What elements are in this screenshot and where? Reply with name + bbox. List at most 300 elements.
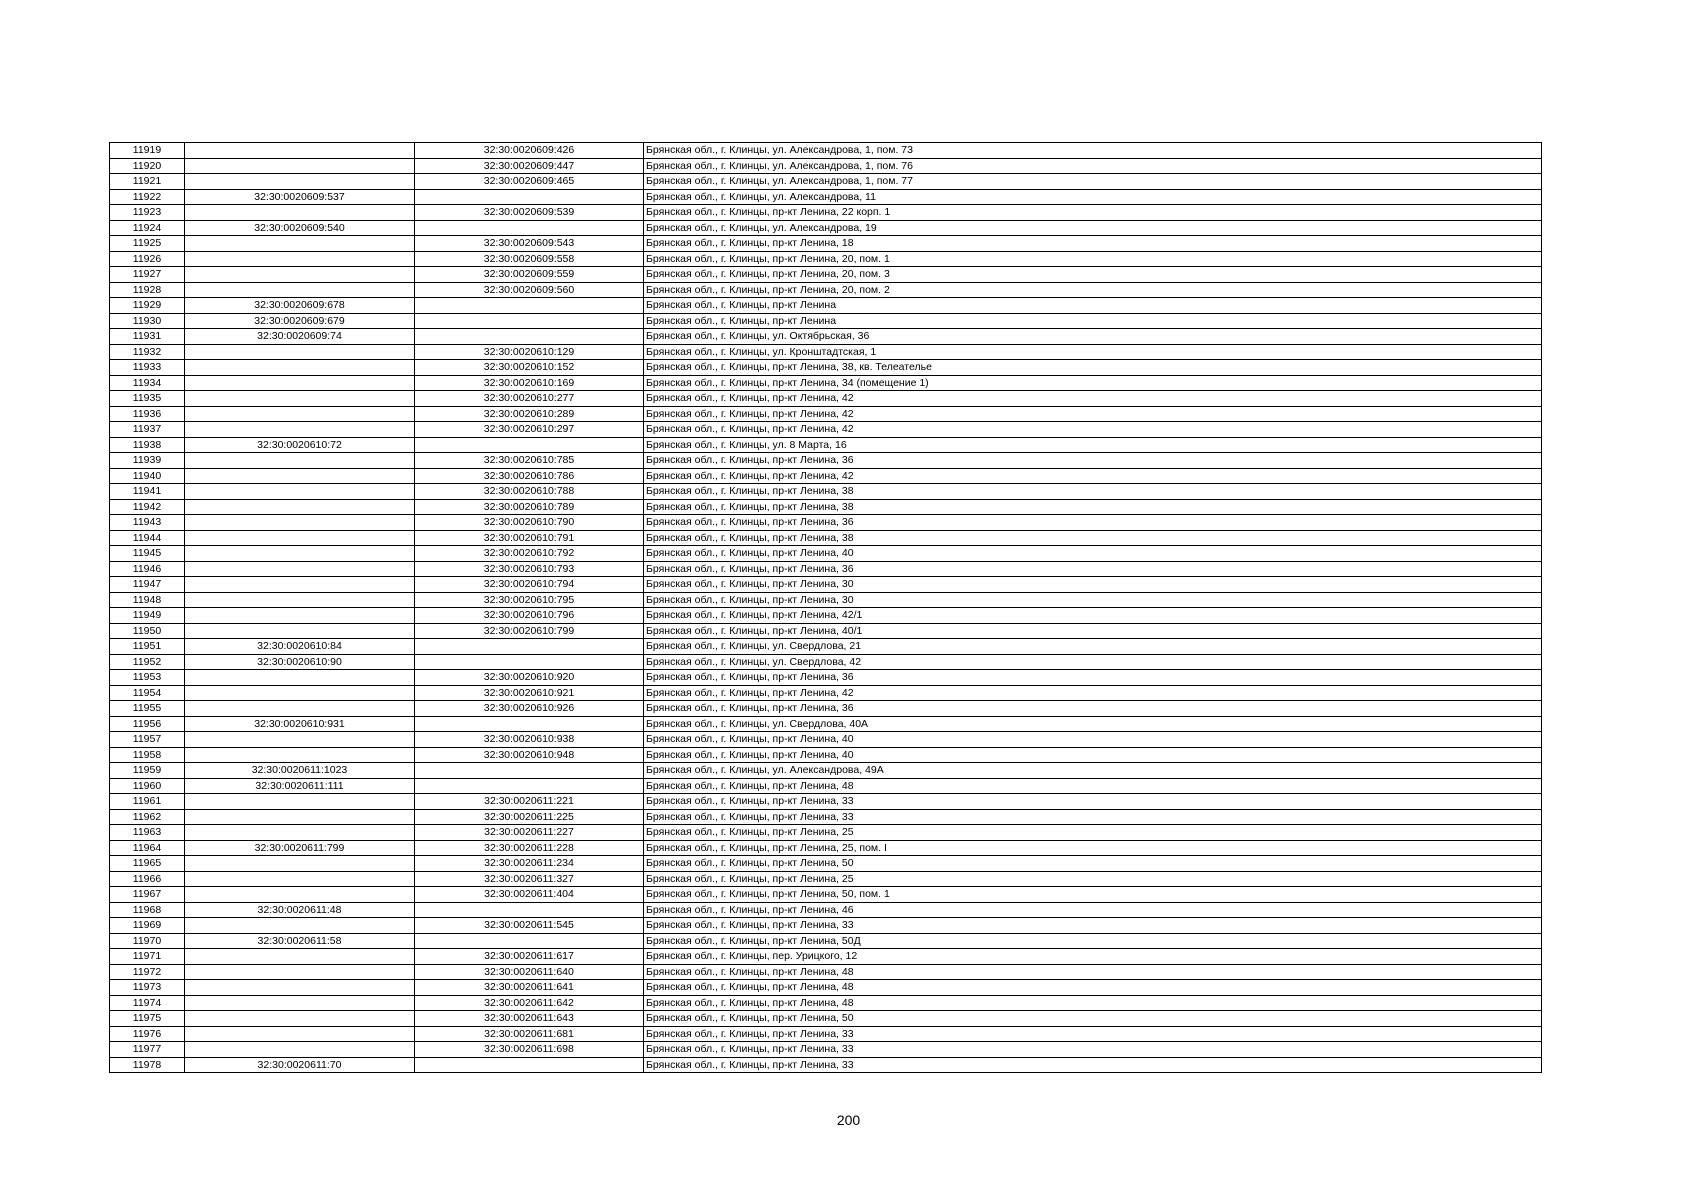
table-row <box>110 406 1542 422</box>
cadastral-number-cell <box>185 964 415 980</box>
table-row <box>110 995 1542 1011</box>
related-cadastral-number-cell: 32:30:0020610:948 <box>415 747 644 763</box>
cadastral-number-cell <box>185 344 415 360</box>
row-number-cell: 11960 <box>110 778 185 794</box>
related-cadastral-number-cell: 32:30:0020611:641 <box>415 980 644 996</box>
address-cell: Брянская обл., г. Клинцы, пр-кт Ленина, 33 <box>644 1042 1542 1058</box>
address-cell: Брянская обл., г. Клинцы, пр-кт Ленина, 20, пом. 2 <box>644 282 1542 298</box>
address-cell: Брянская обл., г. Клинцы, пр-кт Ленина, 42 <box>644 468 1542 484</box>
related-cadastral-number-cell: 32:30:0020611:227 <box>415 825 644 841</box>
address-cell: Брянская обл., г. Клинцы, ул. Свердлова, 40А <box>644 716 1542 732</box>
table-row <box>110 763 1542 779</box>
cadastral-number-cell: 32:30:0020610:72 <box>185 437 415 453</box>
address-cell: Брянская обл., г. Клинцы, пр-кт Ленина, 30 <box>644 592 1542 608</box>
table-row <box>110 251 1542 267</box>
related-cadastral-number-cell: 32:30:0020609:559 <box>415 267 644 283</box>
address-cell: Брянская обл., г. Клинцы, ул. Александрова, 19 <box>644 220 1542 236</box>
related-cadastral-number-cell <box>415 933 644 949</box>
address-cell: Брянская обл., г. Клинцы, пр-кт Ленина, 22 корп. 1 <box>644 205 1542 221</box>
related-cadastral-number-cell: 32:30:0020610:796 <box>415 608 644 624</box>
address-cell: Брянская обл., г. Клинцы, пр-кт Ленина, 20, пом. 3 <box>644 267 1542 283</box>
related-cadastral-number-cell: 32:30:0020610:792 <box>415 546 644 562</box>
cadastral-number-cell <box>185 530 415 546</box>
table-row <box>110 189 1542 205</box>
row-number-cell: 11948 <box>110 592 185 608</box>
cadastral-number-cell <box>185 980 415 996</box>
related-cadastral-number-cell <box>415 778 644 794</box>
cadastral-number-cell <box>185 236 415 252</box>
table-row <box>110 747 1542 763</box>
row-number-cell: 11923 <box>110 205 185 221</box>
cadastral-number-cell <box>185 360 415 376</box>
table-row <box>110 1026 1542 1042</box>
cadastral-number-cell: 32:30:0020611:111 <box>185 778 415 794</box>
cadastral-number-cell <box>185 143 415 159</box>
table-row <box>110 701 1542 717</box>
table-row <box>110 298 1542 314</box>
row-number-cell: 11942 <box>110 499 185 515</box>
related-cadastral-number-cell: 32:30:0020610:785 <box>415 453 644 469</box>
table-row <box>110 453 1542 469</box>
table-row <box>110 360 1542 376</box>
table-row <box>110 856 1542 872</box>
related-cadastral-number-cell: 32:30:0020611:617 <box>415 949 644 965</box>
address-cell: Брянская обл., г. Клинцы, пр-кт Ленина, 38, кв. Телеателье <box>644 360 1542 376</box>
row-number-cell: 11977 <box>110 1042 185 1058</box>
cadastral-number-cell <box>185 515 415 531</box>
cadastral-number-cell: 32:30:0020611:48 <box>185 902 415 918</box>
cadastral-number-cell <box>185 499 415 515</box>
related-cadastral-number-cell: 32:30:0020610:129 <box>415 344 644 360</box>
address-cell: Брянская обл., г. Клинцы, пр-кт Ленина, 36 <box>644 701 1542 717</box>
row-number-cell: 11959 <box>110 763 185 779</box>
cadastral-number-cell <box>185 375 415 391</box>
address-cell: Брянская обл., г. Клинцы, пр-кт Ленина, 30 <box>644 577 1542 593</box>
register-table <box>109 142 1542 1073</box>
related-cadastral-number-cell: 32:30:0020610:152 <box>415 360 644 376</box>
cadastral-number-cell <box>185 685 415 701</box>
cadastral-number-cell <box>185 1042 415 1058</box>
related-cadastral-number-cell <box>415 654 644 670</box>
row-number-cell: 11968 <box>110 902 185 918</box>
row-number-cell: 11927 <box>110 267 185 283</box>
row-number-cell: 11926 <box>110 251 185 267</box>
cadastral-number-cell <box>185 546 415 562</box>
cadastral-number-cell <box>185 732 415 748</box>
related-cadastral-number-cell: 32:30:0020610:794 <box>415 577 644 593</box>
related-cadastral-number-cell: 32:30:0020609:465 <box>415 174 644 190</box>
table-row <box>110 530 1542 546</box>
related-cadastral-number-cell: 32:30:0020610:920 <box>415 670 644 686</box>
related-cadastral-number-cell: 32:30:0020609:447 <box>415 158 644 174</box>
cadastral-number-cell: 32:30:0020609:74 <box>185 329 415 345</box>
row-number-cell: 11936 <box>110 406 185 422</box>
cadastral-number-cell: 32:30:0020609:679 <box>185 313 415 329</box>
row-number-cell: 11958 <box>110 747 185 763</box>
cadastral-number-cell <box>185 158 415 174</box>
related-cadastral-number-cell: 32:30:0020610:788 <box>415 484 644 500</box>
address-cell: Брянская обл., г. Клинцы, пр-кт Ленина <box>644 298 1542 314</box>
cadastral-number-cell <box>185 1026 415 1042</box>
cadastral-number-cell: 32:30:0020611:70 <box>185 1057 415 1073</box>
table-row <box>110 220 1542 236</box>
cadastral-number-cell: 32:30:0020611:799 <box>185 840 415 856</box>
table-row <box>110 267 1542 283</box>
cadastral-number-cell <box>185 747 415 763</box>
address-cell: Брянская обл., г. Клинцы, пр-кт Ленина, 40/1 <box>644 623 1542 639</box>
address-cell: Брянская обл., г. Клинцы, пр-кт Ленина, 18 <box>644 236 1542 252</box>
cadastral-number-cell: 32:30:0020610:84 <box>185 639 415 655</box>
cadastral-number-cell <box>185 561 415 577</box>
address-cell: Брянская обл., г. Клинцы, пр-кт Ленина, 42 <box>644 422 1542 438</box>
row-number-cell: 11928 <box>110 282 185 298</box>
related-cadastral-number-cell <box>415 313 644 329</box>
related-cadastral-number-cell <box>415 189 644 205</box>
row-number-cell: 11946 <box>110 561 185 577</box>
table-row <box>110 174 1542 190</box>
address-cell: Брянская обл., г. Клинцы, пр-кт Ленина, 40 <box>644 732 1542 748</box>
related-cadastral-number-cell: 32:30:0020610:790 <box>415 515 644 531</box>
table-row <box>110 158 1542 174</box>
related-cadastral-number-cell: 32:30:0020611:404 <box>415 887 644 903</box>
row-number-cell: 11924 <box>110 220 185 236</box>
table-row <box>110 592 1542 608</box>
table-row <box>110 546 1542 562</box>
table-row <box>110 375 1542 391</box>
row-number-cell: 11975 <box>110 1011 185 1027</box>
related-cadastral-number-cell <box>415 763 644 779</box>
address-cell: Брянская обл., г. Клинцы, пр-кт Ленина, 48 <box>644 778 1542 794</box>
cadastral-number-cell <box>185 918 415 934</box>
cadastral-number-cell <box>185 809 415 825</box>
table-row <box>110 391 1542 407</box>
table-row <box>110 809 1542 825</box>
address-cell: Брянская обл., г. Клинцы, пр-кт Ленина, 25, пом. I <box>644 840 1542 856</box>
address-cell: Брянская обл., г. Клинцы, пр-кт Ленина, 34 (помещение 1) <box>644 375 1542 391</box>
row-number-cell: 11932 <box>110 344 185 360</box>
cadastral-number-cell <box>185 391 415 407</box>
address-cell: Брянская обл., г. Клинцы, ул. Кронштадтская, 1 <box>644 344 1542 360</box>
table-row <box>110 205 1542 221</box>
row-number-cell: 11976 <box>110 1026 185 1042</box>
related-cadastral-number-cell <box>415 437 644 453</box>
related-cadastral-number-cell <box>415 329 644 345</box>
row-number-cell: 11920 <box>110 158 185 174</box>
related-cadastral-number-cell <box>415 298 644 314</box>
related-cadastral-number-cell: 32:30:0020611:698 <box>415 1042 644 1058</box>
address-cell: Брянская обл., г. Клинцы, пр-кт Ленина, 48 <box>644 964 1542 980</box>
table-row <box>110 515 1542 531</box>
cadastral-number-cell: 32:30:0020610:931 <box>185 716 415 732</box>
row-number-cell: 11944 <box>110 530 185 546</box>
cadastral-number-cell <box>185 825 415 841</box>
row-number-cell: 11956 <box>110 716 185 732</box>
address-cell: Брянская обл., г. Клинцы, пр-кт Ленина, 33 <box>644 809 1542 825</box>
address-cell: Брянская обл., г. Клинцы, пер. Урицкого, 12 <box>644 949 1542 965</box>
address-cell: Брянская обл., г. Клинцы, пр-кт Ленина, 42 <box>644 406 1542 422</box>
address-cell: Брянская обл., г. Клинцы, ул. Октябрьская, 36 <box>644 329 1542 345</box>
related-cadastral-number-cell: 32:30:0020610:277 <box>415 391 644 407</box>
related-cadastral-number-cell: 32:30:0020609:539 <box>415 205 644 221</box>
table-row <box>110 577 1542 593</box>
related-cadastral-number-cell <box>415 639 644 655</box>
address-cell: Брянская обл., г. Клинцы, пр-кт Ленина, 33 <box>644 1026 1542 1042</box>
table-row <box>110 437 1542 453</box>
cadastral-number-cell: 32:30:0020609:540 <box>185 220 415 236</box>
cadastral-number-cell <box>185 608 415 624</box>
cadastral-number-cell <box>185 670 415 686</box>
table-row <box>110 918 1542 934</box>
row-number-cell: 11941 <box>110 484 185 500</box>
address-cell: Брянская обл., г. Клинцы, пр-кт Ленина, 36 <box>644 453 1542 469</box>
address-cell: Брянская обл., г. Клинцы, пр-кт Ленина, 48 <box>644 980 1542 996</box>
row-number-cell: 11952 <box>110 654 185 670</box>
address-cell: Брянская обл., г. Клинцы, ул. Свердлова, 42 <box>644 654 1542 670</box>
address-cell: Брянская обл., г. Клинцы, пр-кт Ленина, 36 <box>644 670 1542 686</box>
row-number-cell: 11961 <box>110 794 185 810</box>
address-cell: Брянская обл., г. Клинцы, пр-кт Ленина, 50, пом. 1 <box>644 887 1542 903</box>
table-row <box>110 964 1542 980</box>
related-cadastral-number-cell: 32:30:0020610:786 <box>415 468 644 484</box>
related-cadastral-number-cell: 32:30:0020610:789 <box>415 499 644 515</box>
table-row <box>110 623 1542 639</box>
table-row <box>110 422 1542 438</box>
row-number-cell: 11978 <box>110 1057 185 1073</box>
address-cell: Брянская обл., г. Клинцы, пр-кт Ленина, 46 <box>644 902 1542 918</box>
table-row <box>110 670 1542 686</box>
table-row <box>110 685 1542 701</box>
related-cadastral-number-cell: 32:30:0020611:228 <box>415 840 644 856</box>
address-cell: Брянская обл., г. Клинцы, пр-кт Ленина, 50Д <box>644 933 1542 949</box>
table-row <box>110 825 1542 841</box>
table-row <box>110 1042 1542 1058</box>
cadastral-number-cell <box>185 592 415 608</box>
row-number-cell: 11931 <box>110 329 185 345</box>
row-number-cell: 11963 <box>110 825 185 841</box>
address-cell: Брянская обл., г. Клинцы, пр-кт Ленина, 50 <box>644 1011 1542 1027</box>
related-cadastral-number-cell: 32:30:0020610:169 <box>415 375 644 391</box>
related-cadastral-number-cell: 32:30:0020611:327 <box>415 871 644 887</box>
row-number-cell: 11919 <box>110 143 185 159</box>
related-cadastral-number-cell: 32:30:0020611:221 <box>415 794 644 810</box>
cadastral-number-cell <box>185 174 415 190</box>
row-number-cell: 11921 <box>110 174 185 190</box>
row-number-cell: 11969 <box>110 918 185 934</box>
cadastral-number-cell <box>185 251 415 267</box>
cadastral-number-cell <box>185 794 415 810</box>
related-cadastral-number-cell: 32:30:0020610:297 <box>415 422 644 438</box>
cadastral-number-cell <box>185 406 415 422</box>
address-cell: Брянская обл., г. Клинцы, пр-кт Ленина, 42 <box>644 391 1542 407</box>
cadastral-number-cell <box>185 468 415 484</box>
related-cadastral-number-cell: 32:30:0020610:793 <box>415 561 644 577</box>
row-number-cell: 11964 <box>110 840 185 856</box>
cadastral-number-cell: 32:30:0020609:537 <box>185 189 415 205</box>
table-row <box>110 329 1542 345</box>
table-row <box>110 468 1542 484</box>
row-number-cell: 11933 <box>110 360 185 376</box>
row-number-cell: 11930 <box>110 313 185 329</box>
address-cell: Брянская обл., г. Клинцы, ул. Александрова, 11 <box>644 189 1542 205</box>
cadastral-number-cell <box>185 623 415 639</box>
row-number-cell: 11922 <box>110 189 185 205</box>
address-cell: Брянская обл., г. Клинцы, ул. Александрова, 49А <box>644 763 1542 779</box>
related-cadastral-number-cell: 32:30:0020611:545 <box>415 918 644 934</box>
address-cell: Брянская обл., г. Клинцы, пр-кт Ленина, 25 <box>644 871 1542 887</box>
row-number-cell: 11938 <box>110 437 185 453</box>
related-cadastral-number-cell: 32:30:0020611:640 <box>415 964 644 980</box>
address-cell: Брянская обл., г. Клинцы, пр-кт Ленина, 36 <box>644 561 1542 577</box>
address-cell: Брянская обл., г. Клинцы, пр-кт Ленина, 33 <box>644 794 1542 810</box>
related-cadastral-number-cell: 32:30:0020610:921 <box>415 685 644 701</box>
related-cadastral-number-cell: 32:30:0020610:795 <box>415 592 644 608</box>
cadastral-number-cell <box>185 856 415 872</box>
row-number-cell: 11971 <box>110 949 185 965</box>
table-row <box>110 561 1542 577</box>
address-cell: Брянская обл., г. Клинцы, пр-кт Ленина, 33 <box>644 918 1542 934</box>
address-cell: Брянская обл., г. Клинцы, пр-кт Ленина, 38 <box>644 499 1542 515</box>
table-row <box>110 236 1542 252</box>
row-number-cell: 11970 <box>110 933 185 949</box>
address-cell: Брянская обл., г. Клинцы, пр-кт Ленина, 50 <box>644 856 1542 872</box>
address-cell: Брянская обл., г. Клинцы, пр-кт Ленина, 36 <box>644 515 1542 531</box>
address-cell: Брянская обл., г. Клинцы, ул. Александрова, 1, пом. 76 <box>644 158 1542 174</box>
cadastral-number-cell: 32:30:0020610:90 <box>185 654 415 670</box>
address-cell: Брянская обл., г. Клинцы, пр-кт Ленина, 20, пом. 1 <box>644 251 1542 267</box>
related-cadastral-number-cell <box>415 1057 644 1073</box>
address-cell: Брянская обл., г. Клинцы, ул. Свердлова, 21 <box>644 639 1542 655</box>
address-cell: Брянская обл., г. Клинцы, пр-кт Ленина, 48 <box>644 995 1542 1011</box>
table-row <box>110 732 1542 748</box>
row-number-cell: 11947 <box>110 577 185 593</box>
table-row <box>110 344 1542 360</box>
cadastral-number-cell <box>185 701 415 717</box>
table-row <box>110 639 1542 655</box>
related-cadastral-number-cell: 32:30:0020609:426 <box>415 143 644 159</box>
row-number-cell: 11937 <box>110 422 185 438</box>
table-row <box>110 143 1542 159</box>
row-number-cell: 11943 <box>110 515 185 531</box>
address-cell: Брянская обл., г. Клинцы, пр-кт Ленина, 38 <box>644 484 1542 500</box>
cadastral-number-cell <box>185 422 415 438</box>
address-cell: Брянская обл., г. Клинцы, ул. Александрова, 1, пом. 77 <box>644 174 1542 190</box>
row-number-cell: 11951 <box>110 639 185 655</box>
row-number-cell: 11949 <box>110 608 185 624</box>
cadastral-number-cell <box>185 887 415 903</box>
related-cadastral-number-cell: 32:30:0020611:642 <box>415 995 644 1011</box>
address-cell: Брянская обл., г. Клинцы, ул. 8 Марта, 16 <box>644 437 1542 453</box>
table-row <box>110 778 1542 794</box>
cadastral-number-cell <box>185 995 415 1011</box>
related-cadastral-number-cell: 32:30:0020610:926 <box>415 701 644 717</box>
related-cadastral-number-cell: 32:30:0020610:938 <box>415 732 644 748</box>
row-number-cell: 11950 <box>110 623 185 639</box>
related-cadastral-number-cell: 32:30:0020610:799 <box>415 623 644 639</box>
table-row <box>110 871 1542 887</box>
address-cell: Брянская обл., г. Клинцы, пр-кт Ленина, 40 <box>644 546 1542 562</box>
row-number-cell: 11945 <box>110 546 185 562</box>
address-cell: Брянская обл., г. Клинцы, пр-кт Ленина, 42/1 <box>644 608 1542 624</box>
table-row <box>110 840 1542 856</box>
table-row <box>110 484 1542 500</box>
table-row <box>110 949 1542 965</box>
row-number-cell: 11929 <box>110 298 185 314</box>
cadastral-number-cell <box>185 267 415 283</box>
table-row <box>110 794 1542 810</box>
cadastral-number-cell: 32:30:0020609:678 <box>185 298 415 314</box>
table-row <box>110 654 1542 670</box>
address-cell: Брянская обл., г. Клинцы, пр-кт Ленина, 25 <box>644 825 1542 841</box>
table-row <box>110 1011 1542 1027</box>
cadastral-number-cell: 32:30:0020611:1023 <box>185 763 415 779</box>
row-number-cell: 11966 <box>110 871 185 887</box>
table-row <box>110 282 1542 298</box>
address-cell: Брянская обл., г. Клинцы, пр-кт Ленина, 40 <box>644 747 1542 763</box>
cadastral-number-cell <box>185 453 415 469</box>
row-number-cell: 11965 <box>110 856 185 872</box>
address-cell: Брянская обл., г. Клинцы, пр-кт Ленина, 33 <box>644 1057 1542 1073</box>
cadastral-number-cell: 32:30:0020611:58 <box>185 933 415 949</box>
cadastral-number-cell <box>185 871 415 887</box>
related-cadastral-number-cell: 32:30:0020611:225 <box>415 809 644 825</box>
address-cell: Брянская обл., г. Клинцы, ул. Александрова, 1, пом. 73 <box>644 143 1542 159</box>
related-cadastral-number-cell: 32:30:0020610:791 <box>415 530 644 546</box>
cadastral-number-cell <box>185 282 415 298</box>
row-number-cell: 11934 <box>110 375 185 391</box>
related-cadastral-number-cell: 32:30:0020611:681 <box>415 1026 644 1042</box>
page-number: 200 <box>836 1112 861 1128</box>
related-cadastral-number-cell: 32:30:0020609:560 <box>415 282 644 298</box>
row-number-cell: 11972 <box>110 964 185 980</box>
row-number-cell: 11957 <box>110 732 185 748</box>
related-cadastral-number-cell <box>415 220 644 236</box>
cadastral-number-cell <box>185 484 415 500</box>
table-row <box>110 716 1542 732</box>
table-row <box>110 1057 1542 1073</box>
related-cadastral-number-cell: 32:30:0020611:234 <box>415 856 644 872</box>
related-cadastral-number-cell: 32:30:0020611:643 <box>415 1011 644 1027</box>
table-row <box>110 887 1542 903</box>
related-cadastral-number-cell: 32:30:0020610:289 <box>415 406 644 422</box>
row-number-cell: 11940 <box>110 468 185 484</box>
row-number-cell: 11974 <box>110 995 185 1011</box>
table-row <box>110 980 1542 996</box>
row-number-cell: 11955 <box>110 701 185 717</box>
table-row <box>110 902 1542 918</box>
table-row <box>110 608 1542 624</box>
row-number-cell: 11962 <box>110 809 185 825</box>
related-cadastral-number-cell <box>415 716 644 732</box>
row-number-cell: 11954 <box>110 685 185 701</box>
cadastral-number-cell <box>185 577 415 593</box>
row-number-cell: 11967 <box>110 887 185 903</box>
cadastral-number-cell <box>185 1011 415 1027</box>
row-number-cell: 11939 <box>110 453 185 469</box>
related-cadastral-number-cell: 32:30:0020609:543 <box>415 236 644 252</box>
table-row <box>110 313 1542 329</box>
address-cell: Брянская обл., г. Клинцы, пр-кт Ленина, 42 <box>644 685 1542 701</box>
address-cell: Брянская обл., г. Клинцы, пр-кт Ленина, 38 <box>644 530 1542 546</box>
row-number-cell: 11973 <box>110 980 185 996</box>
row-number-cell: 11953 <box>110 670 185 686</box>
register-table-body <box>110 143 1542 1073</box>
row-number-cell: 11935 <box>110 391 185 407</box>
address-cell: Брянская обл., г. Клинцы, пр-кт Ленина <box>644 313 1542 329</box>
cadastral-number-cell <box>185 949 415 965</box>
table-row <box>110 499 1542 515</box>
table-row <box>110 933 1542 949</box>
row-number-cell: 11925 <box>110 236 185 252</box>
